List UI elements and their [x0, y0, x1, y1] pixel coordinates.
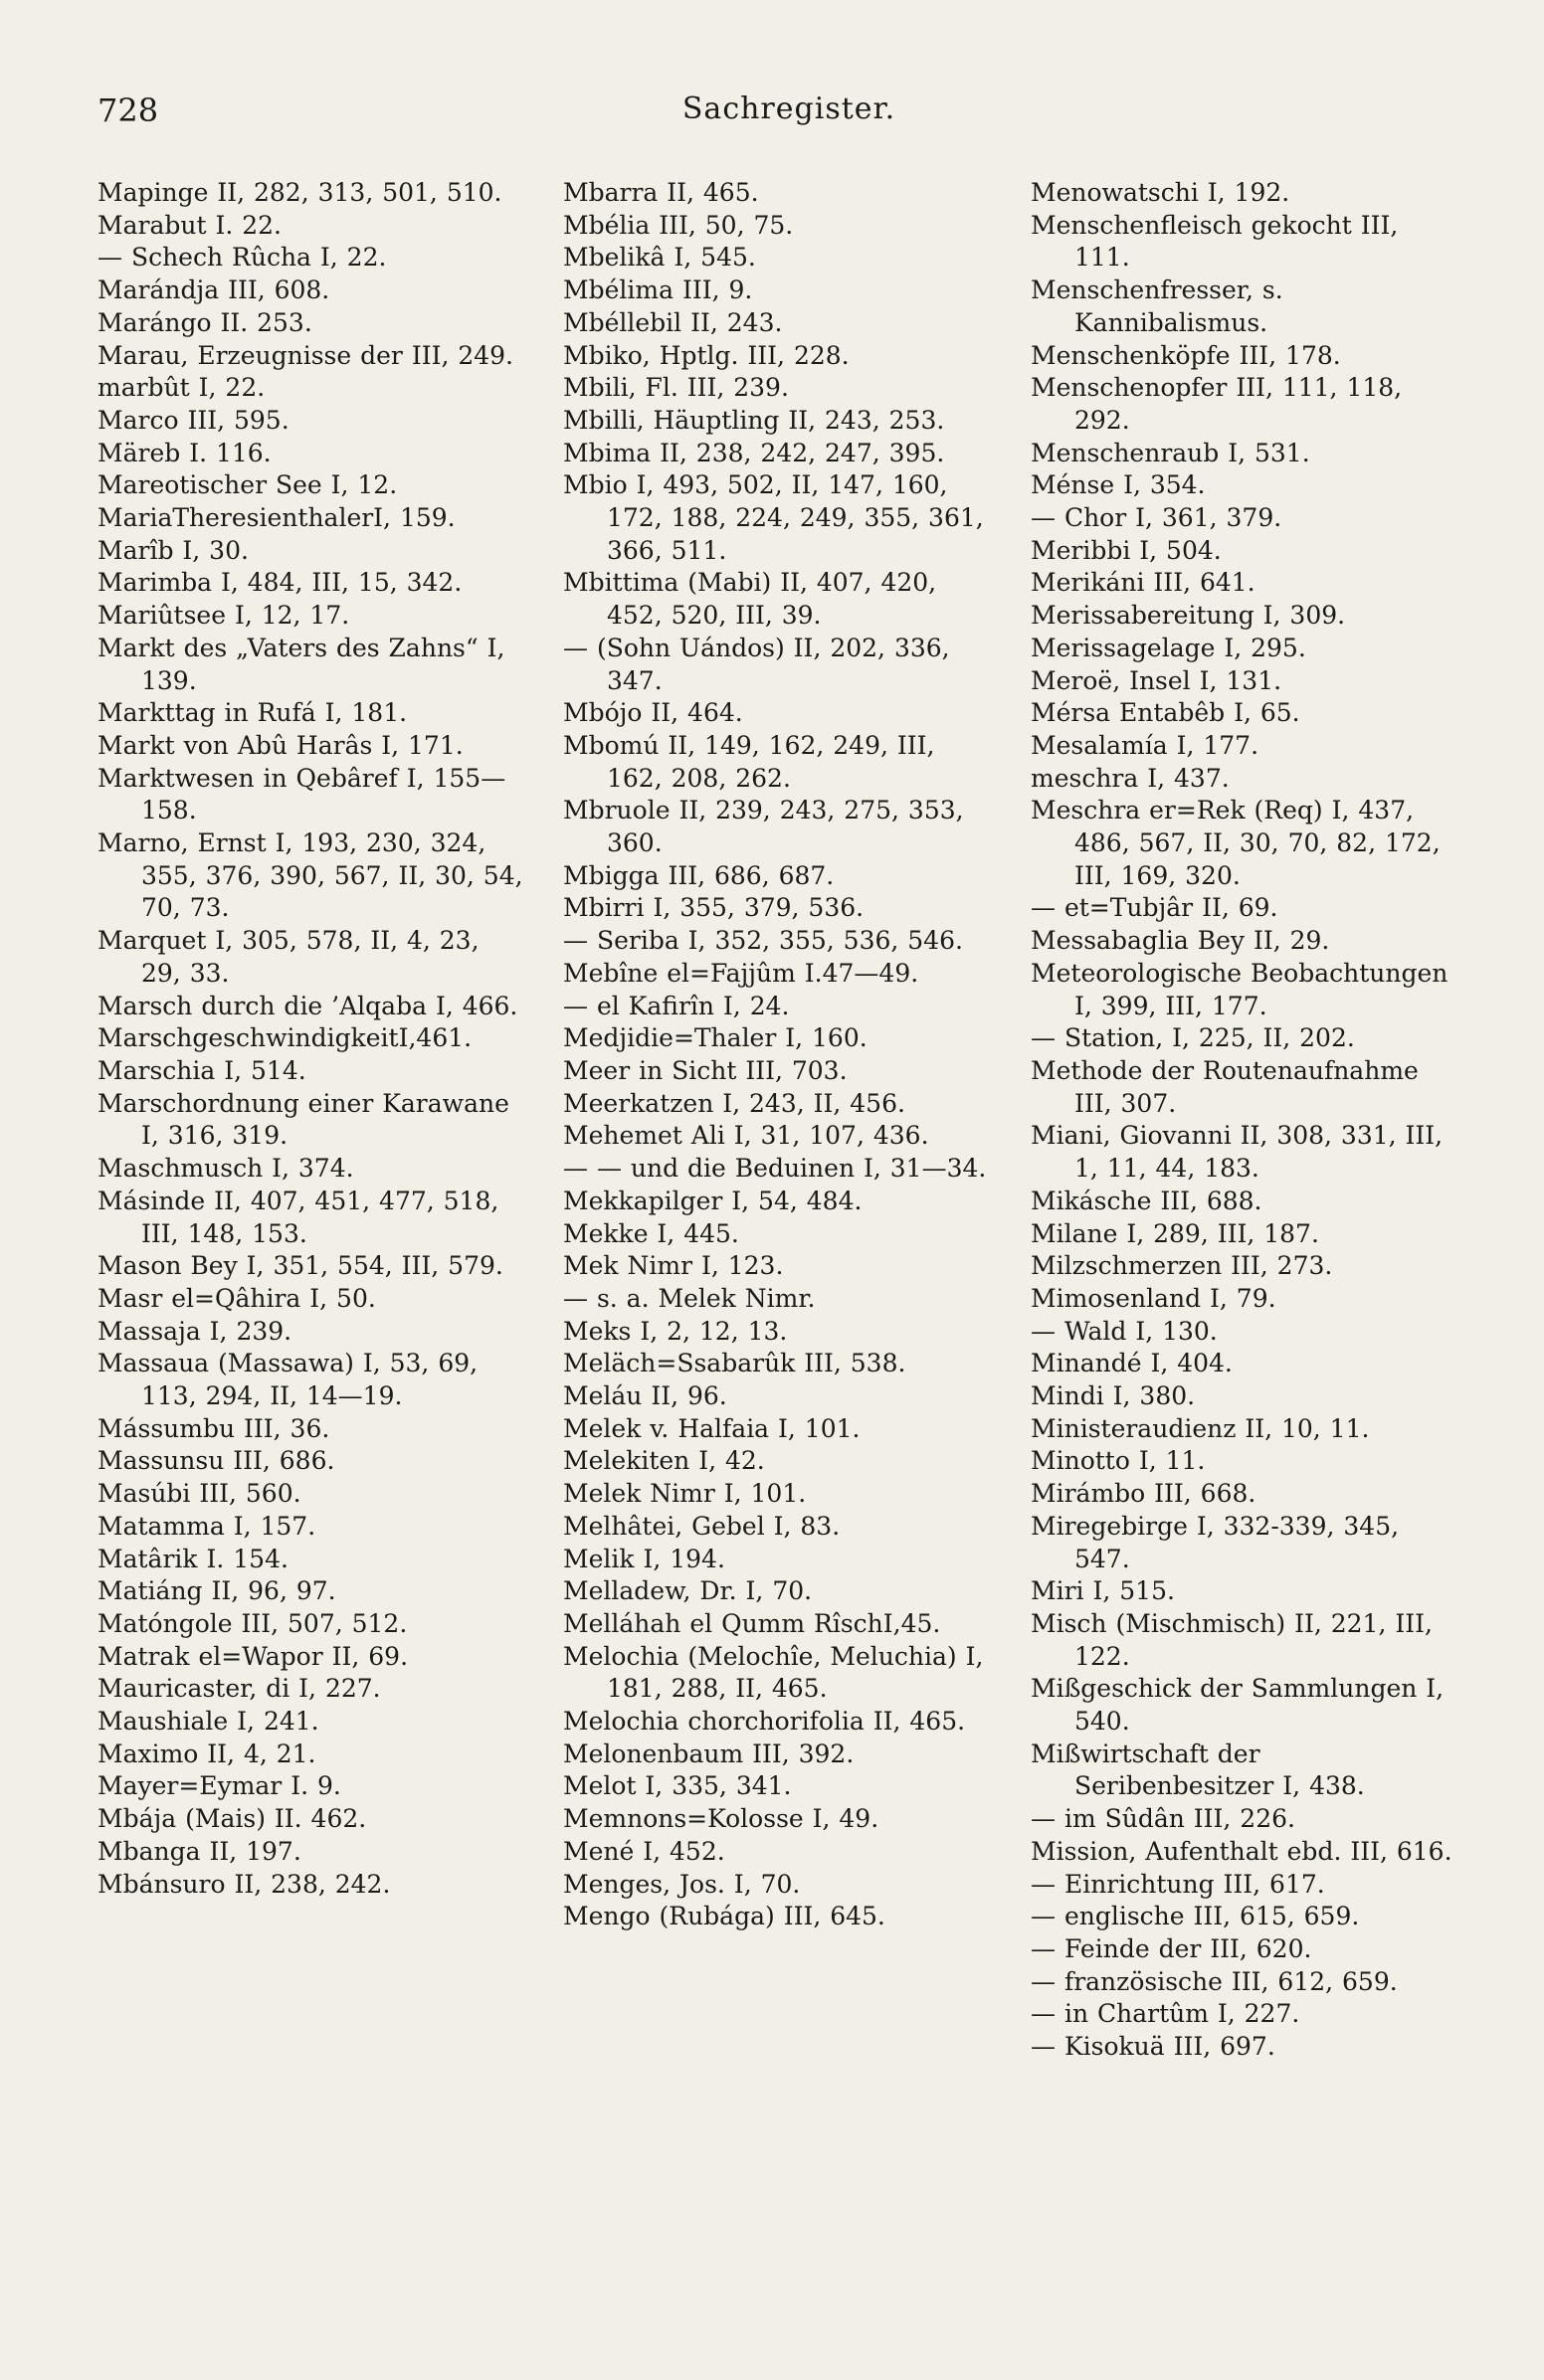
- index-entry: Marimba I, 484, III, 15, 342.: [97, 568, 463, 598]
- index-entry: Menschenfleisch gekocht III, 111.: [1031, 210, 1399, 273]
- index-entry: — im Sûdân III, 226.: [1031, 1804, 1295, 1834]
- index-entry: Matrak el=Wapor II, 69.: [97, 1641, 409, 1671]
- index-entry: Mayer=Eymar I. 9.: [97, 1771, 341, 1801]
- index-entry: Merissagelage I, 295.: [1031, 633, 1306, 662]
- index-entry: Mißwirtschaft der Seribenbesitzer I, 438.: [1031, 1739, 1365, 1801]
- index-entry: meschra I, 437.: [1031, 763, 1230, 793]
- index-entry: Mbánsuro II, 238, 242.: [97, 1869, 391, 1899]
- index-entry: Mbiko, Hptlg. III, 228.: [563, 340, 850, 370]
- index-entry: Mbilli, Häuptling II, 243, 253.: [563, 405, 945, 435]
- index-entry: Marabut I. 22.: [97, 210, 282, 240]
- index-entry: Mason Bey I, 351, 554, III, 579.: [97, 1251, 503, 1281]
- index-entry: Meschra er=Rek (Req) I, 437, 486, 567, II, 30, 70, 82, 172, III, 169, 320.: [1031, 796, 1441, 890]
- index-entry: marbût I, 22.: [97, 373, 266, 403]
- index-entry: Melot I, 335, 341.: [563, 1771, 792, 1801]
- index-entry: — Kisokuä III, 697.: [1031, 2032, 1275, 2062]
- index-entry: Mission, Aufenthalt ebd. III, 616.: [1031, 1836, 1452, 1866]
- index-entry: Melonenbaum III, 392.: [563, 1739, 855, 1768]
- index-entry: Mérsa Entabêb I, 65.: [1031, 698, 1300, 728]
- index-entry: Mbája (Mais) II. 462.: [97, 1804, 367, 1834]
- index-entry: Melhâtei, Gebel I, 83.: [563, 1511, 841, 1541]
- index-entry: Mauricaster, di I, 227.: [97, 1674, 381, 1704]
- index-entry: Merissabereitung I, 309.: [1031, 601, 1346, 631]
- index-entry: Menschenköpfe III, 178.: [1031, 340, 1341, 370]
- index-entry: Mebîne el=Fajjûm I.47—49.: [563, 958, 919, 988]
- index-entry: Miri I, 515.: [1031, 1576, 1175, 1606]
- index-entry: Menschenopfer III, 111, 118, 292.: [1031, 373, 1403, 435]
- index-entry: Marángo II. 253.: [97, 307, 312, 337]
- index-entry: MarschgeschwindigkeitI,461.: [97, 1023, 473, 1053]
- index-entry: Massaua (Massawa) I, 53, 69, 113, 294, II, 14—19.: [97, 1349, 479, 1411]
- index-entry: Marno, Ernst I, 193, 230, 324, 355, 376, 390, 567, II, 30, 54, 70, 73.: [97, 828, 523, 923]
- index-entry: Meroë, Insel I, 131.: [1031, 665, 1282, 695]
- index-entry: Meteorologische Beobachtungen I, 399, III, 177.: [1031, 958, 1448, 1020]
- index-entry: Mbomú II, 149, 162, 249, III, 162, 208, 262.: [563, 730, 935, 793]
- index-entry: Minandé I, 404.: [1031, 1349, 1233, 1378]
- index-entry: Menowatschi I, 192.: [1031, 178, 1290, 207]
- index-entry: Melladew, Dr. I, 70.: [563, 1576, 813, 1606]
- index-entry: Maximo II, 4, 21.: [97, 1739, 316, 1768]
- index-entry: Melochia (Melochîe, Meluchia) I, 181, 288, II, 465.: [563, 1641, 984, 1704]
- index-entry: Melek Nimr I, 101.: [563, 1479, 807, 1509]
- index-entry: Märeb I. 116.: [97, 438, 272, 467]
- index-entry: Mbójo II, 464.: [563, 698, 743, 728]
- index-entry: Meerkatzen I, 243, II, 456.: [563, 1088, 905, 1118]
- page-header: [97, 92, 1480, 131]
- index-entry: Mbima II, 238, 242, 247, 395.: [563, 438, 945, 467]
- index-entry: Mbirri I, 355, 379, 536.: [563, 893, 865, 923]
- index-entry: Mbelikâ I, 545.: [563, 243, 756, 273]
- index-entry: — englische III, 615, 659.: [1031, 1902, 1360, 1931]
- index-entry: Mirámbo III, 668.: [1031, 1479, 1256, 1509]
- index-entry: Melekiten I, 42.: [563, 1446, 765, 1476]
- index-entry: Meläch=Ssabarûk III, 538.: [563, 1349, 906, 1378]
- index-entry: Mek Nimr I, 123.: [563, 1251, 784, 1281]
- index-entry: Marau, Erzeugnisse der III, 249.: [97, 340, 514, 370]
- index-entry: Mekkapilger I, 54, 484.: [563, 1186, 863, 1215]
- index-entry: Masr el=Qâhira I, 50.: [97, 1283, 376, 1313]
- index-entry: Mißgeschick der Sammlungen I, 540.: [1031, 1674, 1445, 1737]
- index-entry: Misch (Mischmisch) II, 221, III, 122.: [1031, 1608, 1433, 1671]
- index-column-2: [563, 177, 993, 1933]
- index-entry: Mengo (Rubága) III, 645.: [563, 1902, 885, 1931]
- index-entry: Mehemet Ali I, 31, 107, 436.: [563, 1121, 929, 1151]
- index-entry: Meribbi I, 504.: [1031, 535, 1222, 565]
- index-entry: Massunsu III, 686.: [97, 1446, 335, 1476]
- index-entry: Marsch durch die ’Alqaba I, 466.: [97, 991, 518, 1020]
- index-entry: Mbéllebil II, 243.: [563, 307, 783, 337]
- index-entry: — Einrichtung III, 617.: [1031, 1869, 1325, 1899]
- index-entry: — Schech Rûcha I, 22.: [97, 243, 387, 273]
- index-column-1: [97, 177, 527, 1901]
- index-entry: Ministeraudienz II, 10, 11.: [1031, 1413, 1370, 1443]
- index-entry: — Wald I, 130.: [1031, 1316, 1218, 1346]
- index-entry: Ménse I, 354.: [1031, 470, 1206, 500]
- index-entry: Masúbi III, 560.: [97, 1479, 301, 1509]
- index-entry: — Chor I, 361, 379.: [1031, 503, 1282, 533]
- index-entry: Marîb I, 30.: [97, 535, 249, 565]
- index-entry: — et=Tubjâr II, 69.: [1031, 893, 1278, 923]
- index-entry: Massaja I, 239.: [97, 1316, 292, 1346]
- index-entry: Mesalamía I, 177.: [1031, 730, 1259, 760]
- index-entry: Miregebirge I, 332-339, 345, 547.: [1031, 1511, 1400, 1573]
- index-entry: Meláu II, 96.: [563, 1381, 727, 1411]
- index-entry: Mekke I, 445.: [563, 1218, 739, 1248]
- index-column-3: [1031, 177, 1460, 2064]
- index-entry: Mbio I, 493, 502, II, 147, 160, 172, 188, 224, 249, 355, 361, 366, 511.: [563, 470, 984, 565]
- index-entry: Marco III, 595.: [97, 405, 290, 435]
- index-entry: Markt des „Vaters des Zahns“ I, 139.: [97, 633, 505, 695]
- index-entry: Mbili, Fl. III, 239.: [563, 373, 789, 403]
- index-entry: Matârik I. 154.: [97, 1544, 289, 1573]
- index-entry: Mariûtsee I, 12, 17.: [97, 601, 350, 631]
- index-entry: Menges, Jos. I, 70.: [563, 1869, 801, 1899]
- index-entry: Miani, Giovanni II, 308, 331, III, 1, 11, 44, 183.: [1031, 1121, 1444, 1184]
- index-entry: Memnons=Kolosse I, 49.: [563, 1804, 879, 1834]
- index-entry: — s. a. Melek Nimr.: [563, 1283, 816, 1313]
- index-entry: — Station, I, 225, II, 202.: [1031, 1023, 1355, 1053]
- index-entry: MariaTheresienthalerI, 159.: [97, 503, 456, 533]
- index-entry: Markttag in Rufá I, 181.: [97, 698, 408, 728]
- index-entry: Melláhah el Qumm RîschI,45.: [563, 1608, 941, 1638]
- index-entry: Másinde II, 407, 451, 477, 518, III, 148, 153.: [97, 1186, 499, 1248]
- index-entry: Mbélia III, 50, 75.: [563, 210, 794, 240]
- index-entry: Mbélima III, 9.: [563, 275, 753, 305]
- index-entry: Mbarra II, 465.: [563, 178, 759, 207]
- index-entry: Marschordnung einer Karawane I, 316, 319.: [97, 1088, 509, 1151]
- index-entry: — Feinde der III, 620.: [1031, 1933, 1312, 1963]
- index-entry: Mbanga II, 197.: [97, 1836, 301, 1866]
- index-entry: Mimosenland I, 79.: [1031, 1283, 1276, 1313]
- index-entry: Melochia chorchorifolia II, 465.: [563, 1707, 966, 1737]
- index-entry: — französische III, 612, 659.: [1031, 1966, 1398, 1996]
- running-title: Sachregister.: [681, 92, 896, 126]
- index-entry: Milzschmerzen III, 273.: [1031, 1251, 1333, 1281]
- index-entry: Marktwesen in Qebâref I, 155—158.: [97, 763, 506, 825]
- index-entry: Matóngole III, 507, 512.: [97, 1608, 408, 1638]
- index-entry: Markt von Abû Harâs I, 171.: [97, 730, 464, 760]
- index-entry: — in Chartûm I, 227.: [1031, 1999, 1300, 2029]
- index-entry: Methode der Routenaufnahme III, 307.: [1031, 1055, 1419, 1118]
- index-entry: Mbittima (Mabi) II, 407, 420, 452, 520, III, 39.: [563, 568, 937, 631]
- index-entry: — Seriba I, 352, 355, 536, 546.: [563, 926, 963, 956]
- index-entry: Milane I, 289, III, 187.: [1031, 1218, 1319, 1248]
- page-number: 728: [97, 92, 159, 129]
- index-entry: Maschmusch I, 374.: [97, 1154, 354, 1184]
- index-entry: Marquet I, 305, 578, II, 4, 23, 29, 33.: [97, 926, 480, 988]
- index-entry: Melik I, 194.: [563, 1544, 725, 1573]
- index-entry: Minotto I, 11.: [1031, 1446, 1206, 1476]
- index-entry: Marándja III, 608.: [97, 275, 330, 305]
- index-entry: Maushiale I, 241.: [97, 1707, 319, 1737]
- index-entry: Matamma I, 157.: [97, 1511, 316, 1541]
- index-entry: Mikásche III, 688.: [1031, 1186, 1262, 1215]
- index-entry: Mbruole II, 239, 243, 275, 353, 360.: [563, 796, 964, 858]
- index-entry: Medjidie=Thaler I, 160.: [563, 1023, 868, 1053]
- index-entry: Matiáng II, 96, 97.: [97, 1576, 336, 1606]
- index-entry: Menschenraub I, 531.: [1031, 438, 1310, 467]
- index-entry: Mareotischer See I, 12.: [97, 470, 398, 500]
- index-entry: Mbigga III, 686, 687.: [563, 860, 835, 890]
- index-entry: Mené I, 452.: [563, 1836, 725, 1866]
- index-entry: — (Sohn Uándos) II, 202, 336, 347.: [563, 633, 950, 695]
- index-entry: Menschenfresser, s. Kannibalismus.: [1031, 275, 1283, 337]
- index-entry: Marschia I, 514.: [97, 1055, 306, 1085]
- index-entry: Merikáni III, 641.: [1031, 568, 1255, 598]
- index-entry: Mapinge II, 282, 313, 501, 510.: [97, 178, 502, 207]
- index-entry: Mássumbu III, 36.: [97, 1413, 330, 1443]
- index-entry: Mindi I, 380.: [1031, 1381, 1196, 1411]
- index-entry: Melek v. Halfaia I, 101.: [563, 1413, 861, 1443]
- index-entry: Meks I, 2, 12, 13.: [563, 1316, 788, 1346]
- index-entry: — — und die Beduinen I, 31—34.: [563, 1154, 987, 1184]
- index-entry: Meer in Sicht III, 703.: [563, 1055, 848, 1085]
- index-entry: Messabaglia Bey II, 29.: [1031, 926, 1330, 956]
- index-entry: — el Kafirîn I, 24.: [563, 991, 790, 1020]
